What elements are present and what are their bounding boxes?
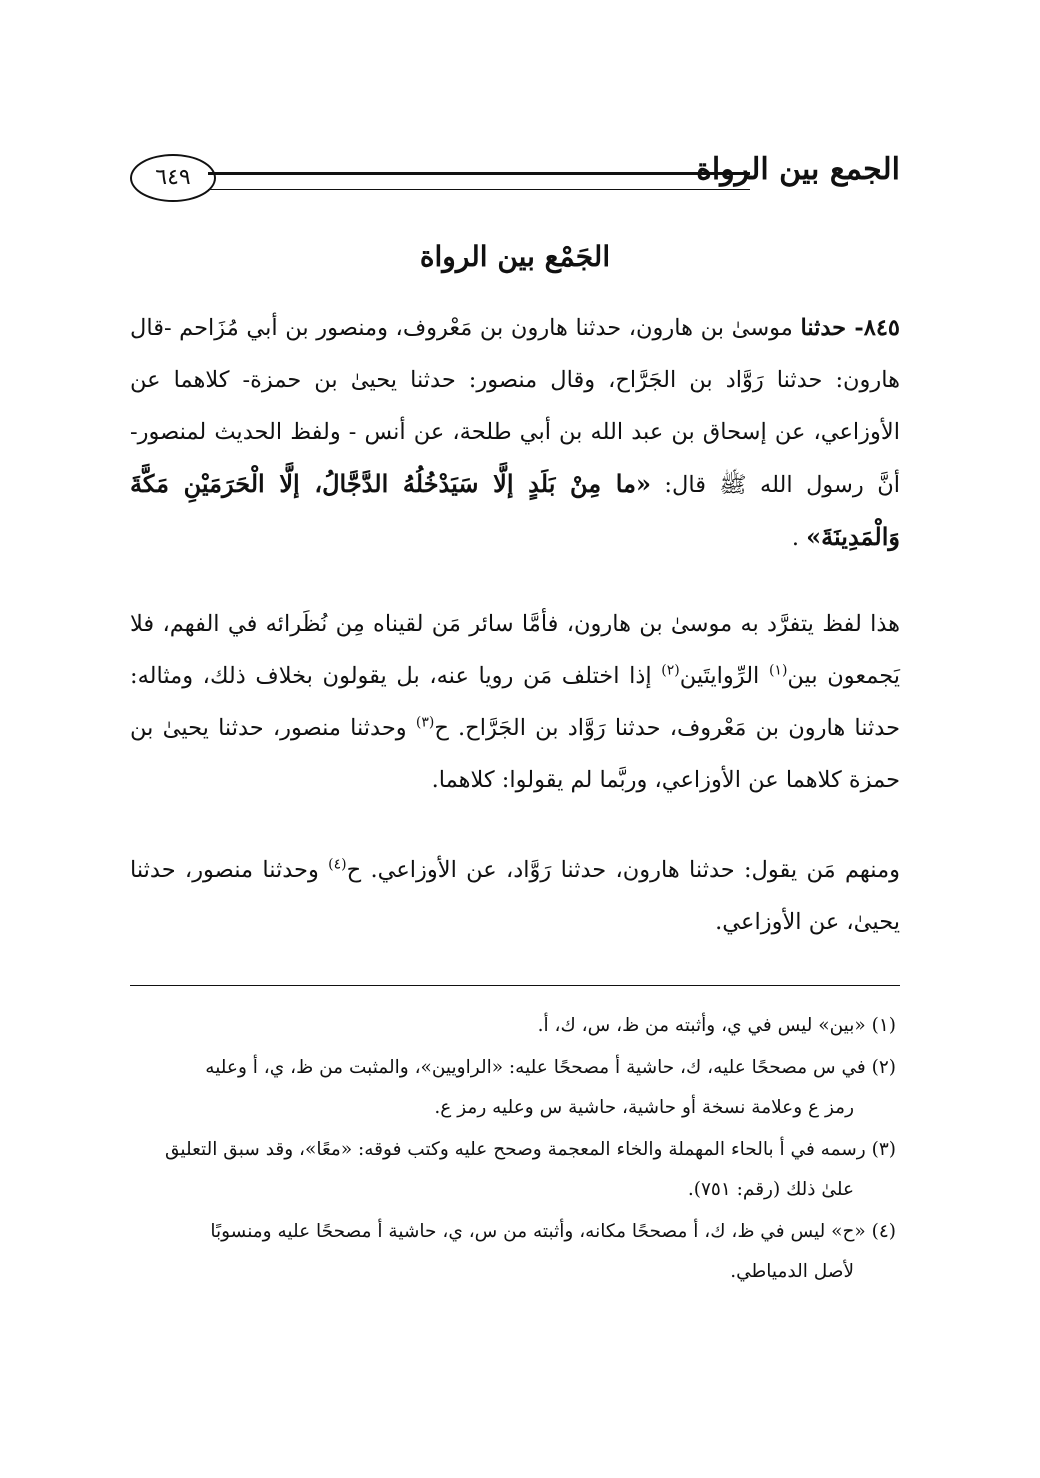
section-title: الجَمْع بين الرواة [419,240,611,273]
hadith-matn: «ما مِنْ بَلَدٍ إلَّا سَيَدْخُلُهُ الدَّجَّالُ، إلَّا الْحَرَمَيْنِ مَكَّةَ وَالْمَدِينَةَ» [130,469,900,551]
hadith-end: . [791,525,799,551]
footnotes [130,1006,900,1294]
footnote-separator [130,985,900,986]
hadith-number: ٨٤٥- حدثنا [800,315,900,341]
footnote-continuation: لأصل الدمياطي. [730,1261,854,1282]
footnote-number: (٤) [871,1221,896,1242]
footnote-4 [130,1212,900,1292]
commentary-text-1: هذا لفظ يتفرَّد به موسىٰ بن هارون، فأمَّا سائر مَن لقيناه مِن نُظَرائه في الفهم، فلا يَجمعون بين [130,611,900,689]
running-title: الجمع بين الرواة [696,152,900,187]
footnote-text: في س مصححًا عليه، ك، حاشية أ مصححًا عليه: «الراويين»، والمثبت من ظ، ي، أ وعليه [205,1057,866,1078]
footnote-continuation: رمز ع وعلامة نسخة أو حاشية، حاشية س وعليه رمز ع. [434,1097,854,1118]
footnote-ref-3[interactable]: (٣) [415,714,435,731]
page-header [130,148,900,208]
commentary-paragraph [130,598,900,806]
commentary-text-3: إذا اختلف مَن رويا عنه، بل يقولون بخلاف ذلك، ومثاله: حدثنا هارون بن مَعْروف، حدثنا رَوَّاد بن الجَرَّاح. ح [130,663,900,741]
footnote-continuation: علىٰ ذلك (رقم: ٧٥١). [687,1179,854,1200]
footnote-ref-2[interactable]: (٢) [661,662,680,679]
footnote-number: (١) [871,1015,896,1036]
footnote-1 [130,1006,900,1046]
footnote-3 [130,1130,900,1210]
header-rule [208,172,750,190]
example-paragraph [130,844,900,948]
commentary-text-2: الرِّوايتَين [679,663,760,689]
hadith-paragraph [130,302,900,564]
example-text-2: وحدثنا منصور، حدثنا يحيىٰ، عن الأوزاعي. [130,857,900,935]
footnote-text: «ح» ليس في ظ، ك، أ مصححًا مكانه، وأثبته من س، ي، حاشية أ مصححًا عليه ومنسوبًا [210,1221,866,1242]
example-text-1: ومنهم مَن يقول: حدثنا هارون، حدثنا رَوَّاد، عن الأوزاعي. ح [346,857,901,883]
footnote-ref-1[interactable]: (١) [768,662,788,679]
footnote-number: (٣) [871,1139,896,1160]
footnote-number: (٢) [871,1057,896,1078]
footnote-2 [130,1048,900,1128]
page-number: ٦٤٩ [130,154,216,202]
footnote-ref-4[interactable]: (٤) [328,856,347,873]
hadith-isnad: موسىٰ بن هارون، حدثنا هارون بن مَعْروف، ومنصور بن أبي مُزَاحم -قال هارون: حدثنا رَوَّاد بن الجَرَّاح، وقال منصور: حدثنا يحيىٰ بن حمزة- كلاهما عن الأوزاعي، عن إسحاق بن عبد الله بن أبي طلحة، عن أنس - ولفظ الحديث لمنصور- أنَّ رسول الله ﷺ قال: [130,315,900,498]
commentary-text-4: وحدثنا منصور، حدثنا يحيىٰ بن حمزة كلاهما عن الأوزاعي، وربَّما لم يقولوا: كلاهما. [130,715,900,793]
footnote-text: «بين» ليس في ي، وأثبته من ظ، س، ك، أ. [537,1015,866,1036]
footnote-text: رسمه في أ بالحاء المهملة والخاء المعجمة وصحح عليه وكتب فوقه: «معًا»، وقد سبق التعليق [165,1139,866,1160]
